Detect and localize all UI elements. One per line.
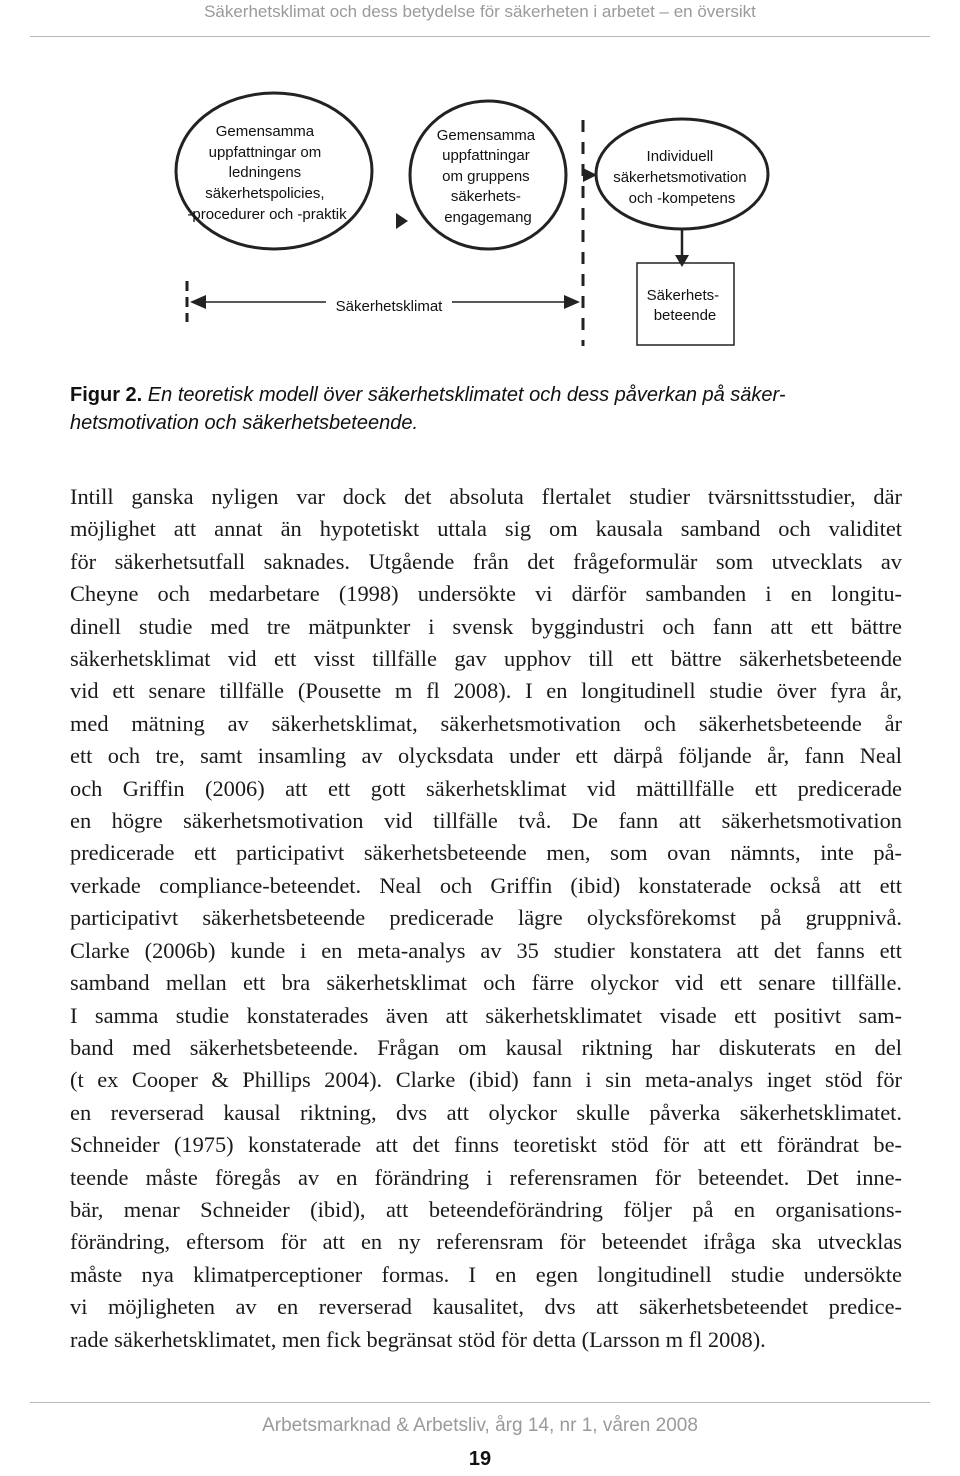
- group-line: säkerhets-: [450, 188, 521, 205]
- body-line: för säkerhetsutfall saknades. Utgående från det frågeformulär som utvecklats av: [70, 548, 902, 574]
- body-paragraph: [70, 481, 902, 1356]
- management-line: uppfattningar om: [208, 144, 322, 161]
- figure-caption: [70, 381, 910, 437]
- body-line: Schneider (1975) konstaterade att det finns teoretiskt stöd för att ett förändrat be-: [70, 1132, 902, 1158]
- climate-label: Säkerhetsklimat: [335, 298, 443, 315]
- management-line: Gemensamma: [215, 123, 315, 140]
- body-line: vi möjligheten av en reverserad kausalitet, dvs att säkerhetsbeteendet predice-: [70, 1294, 902, 1320]
- footer-rule: [30, 1402, 930, 1403]
- running-header: Säkerhetsklimat och dess betydelse för säkerheten i arbetet – en översikt: [204, 2, 756, 21]
- header-rule: [30, 36, 930, 37]
- svg-text:Individuell säkerhetsmotiv: [613, 148, 751, 207]
- body-line: med mätning av säkerhetsklimat, säkerhetsmotivation och säkerhetsbeteende år: [70, 710, 902, 736]
- body-line: måste nya klimatperceptioner formas. I en egen longitudinell studie undersökte: [70, 1261, 902, 1287]
- behavior-line: Säkerhets-: [646, 287, 720, 304]
- climate-arrow-right-head: [564, 295, 580, 309]
- body-line: förändring, eftersom för att en ny referensram för beteendet ifråga ska utvecklas: [70, 1229, 902, 1255]
- group-line: engagemang: [444, 209, 532, 226]
- body-line: bär, menar Schneider (ibid), att beteendeförändring följer på en organisations-: [70, 1196, 902, 1222]
- safety-climate-model-diagram: [170, 78, 780, 353]
- body-line: Intill ganska nyligen var dock det absoluta flertalet studier tvärsnittsstudier, där: [70, 484, 902, 509]
- management-line: säkerhetspolicies,: [205, 185, 325, 202]
- body-line: predicerade ett participativt säkerhetsbeteende men, som ovan nämnts, inte på-: [70, 840, 902, 866]
- caption-text: En teoretisk modell över säkerhetsklimatet och dess påverkan på säker-: [147, 384, 786, 406]
- body-line: (t ex Cooper & Phillips 2004). Clarke (ibid) fann i sin meta-analys inget stöd för: [70, 1067, 902, 1093]
- body-line: möjlighet att annat än hypotetiskt uttala sig om kausala samband och validitet: [70, 516, 902, 542]
- individual-line: Individuell: [646, 148, 714, 165]
- body-line: en högre säkerhetsmotivation vid tillfälle två. De fann att säkerhetsmotivation: [70, 808, 902, 834]
- management-line: ledningens: [228, 164, 302, 181]
- body-line: rade säkerhetsklimatet, men fick begränsat stöd för detta (Larsson m fl 2008).: [70, 1326, 766, 1352]
- caption-label: Figur 2.: [70, 384, 143, 406]
- body-line: Cheyne och medarbetare (1998) undersökte vi därför sambanden i en longitu-: [70, 581, 902, 607]
- individual-line: och -kompetens: [628, 190, 736, 207]
- group-line: Gemensamma: [436, 127, 536, 144]
- management-line: -procedurer och -praktik: [187, 206, 347, 223]
- body-line: verkade compliance-beteendet. Neal och Griffin (ibid) konstaterade också att ett: [70, 872, 902, 898]
- body-line: teende måste föregås av en förändring i referensramen för beteendet. Det inne-: [70, 1164, 902, 1190]
- arrow-down-head: [675, 255, 689, 267]
- body-line: samband mellan ett bra säkerhetsklimat och färre olyckor vid ett senare tillfälle.: [70, 970, 902, 996]
- body-line: vid ett senare tillfälle (Pousette m fl 2008). I en longitudinell studie över fyra år,: [70, 678, 902, 704]
- climate-arrow-left-head: [190, 295, 206, 309]
- svg-text:Gemensamma uppfattningar: [437, 127, 540, 226]
- svg-text:Gemensamma uppfattningar o: [187, 123, 347, 223]
- svg-text:Säkerhets- beteende: [647, 287, 724, 324]
- behavior-line: beteende: [653, 307, 717, 324]
- body-line: I samma studie konstaterades även att säkerhetsklimatet visade ett positivt sam-: [70, 1002, 902, 1028]
- body-line: band med säkerhetsbeteende. Frågan om kausal riktning har diskuterats en del: [70, 1034, 902, 1060]
- page-number: 19: [468, 1448, 492, 1470]
- caption-text: hetsmotivation och säkerhetsbeteende.: [70, 412, 418, 434]
- body-line: Clarke (2006b) kunde i en meta-analys av 35 studier konstatera att det fanns ett: [70, 937, 902, 963]
- body-line: ett och tre, samt insamling av olycksdata under ett därpå följande år, fann Neal: [70, 743, 902, 769]
- group-line: om gruppens: [442, 168, 530, 185]
- body-line: en reverserad kausal riktning, dvs att olyckor skulle påverka säkerhetsklimatet.: [70, 1099, 902, 1125]
- body-line: dinell studie med tre mätpunkter i svensk byggindustri och fann att ett bättre: [70, 613, 902, 639]
- body-line: och Griffin (2006) att ett gott säkerhetsklimat vid mättillfälle ett predicerade: [70, 775, 902, 801]
- caption-line: [70, 381, 910, 409]
- individual-line: säkerhetsmotivation: [613, 169, 747, 186]
- body-line: participativt säkerhetsbeteende predicerade lägre olycksförekomst på gruppnivå.: [70, 905, 902, 931]
- footer-journal: Arbetsmarknad & Arbetsliv, årg 14, nr 1, våren 2008: [262, 1415, 698, 1436]
- behavior-box: [637, 263, 734, 345]
- body-line: säkerhetsklimat vid ett visst tillfälle gav upphov till ett bättre säkerhetsbeteende: [70, 646, 902, 672]
- arrow-head-group: [396, 213, 408, 229]
- group-line: uppfattningar: [442, 147, 530, 164]
